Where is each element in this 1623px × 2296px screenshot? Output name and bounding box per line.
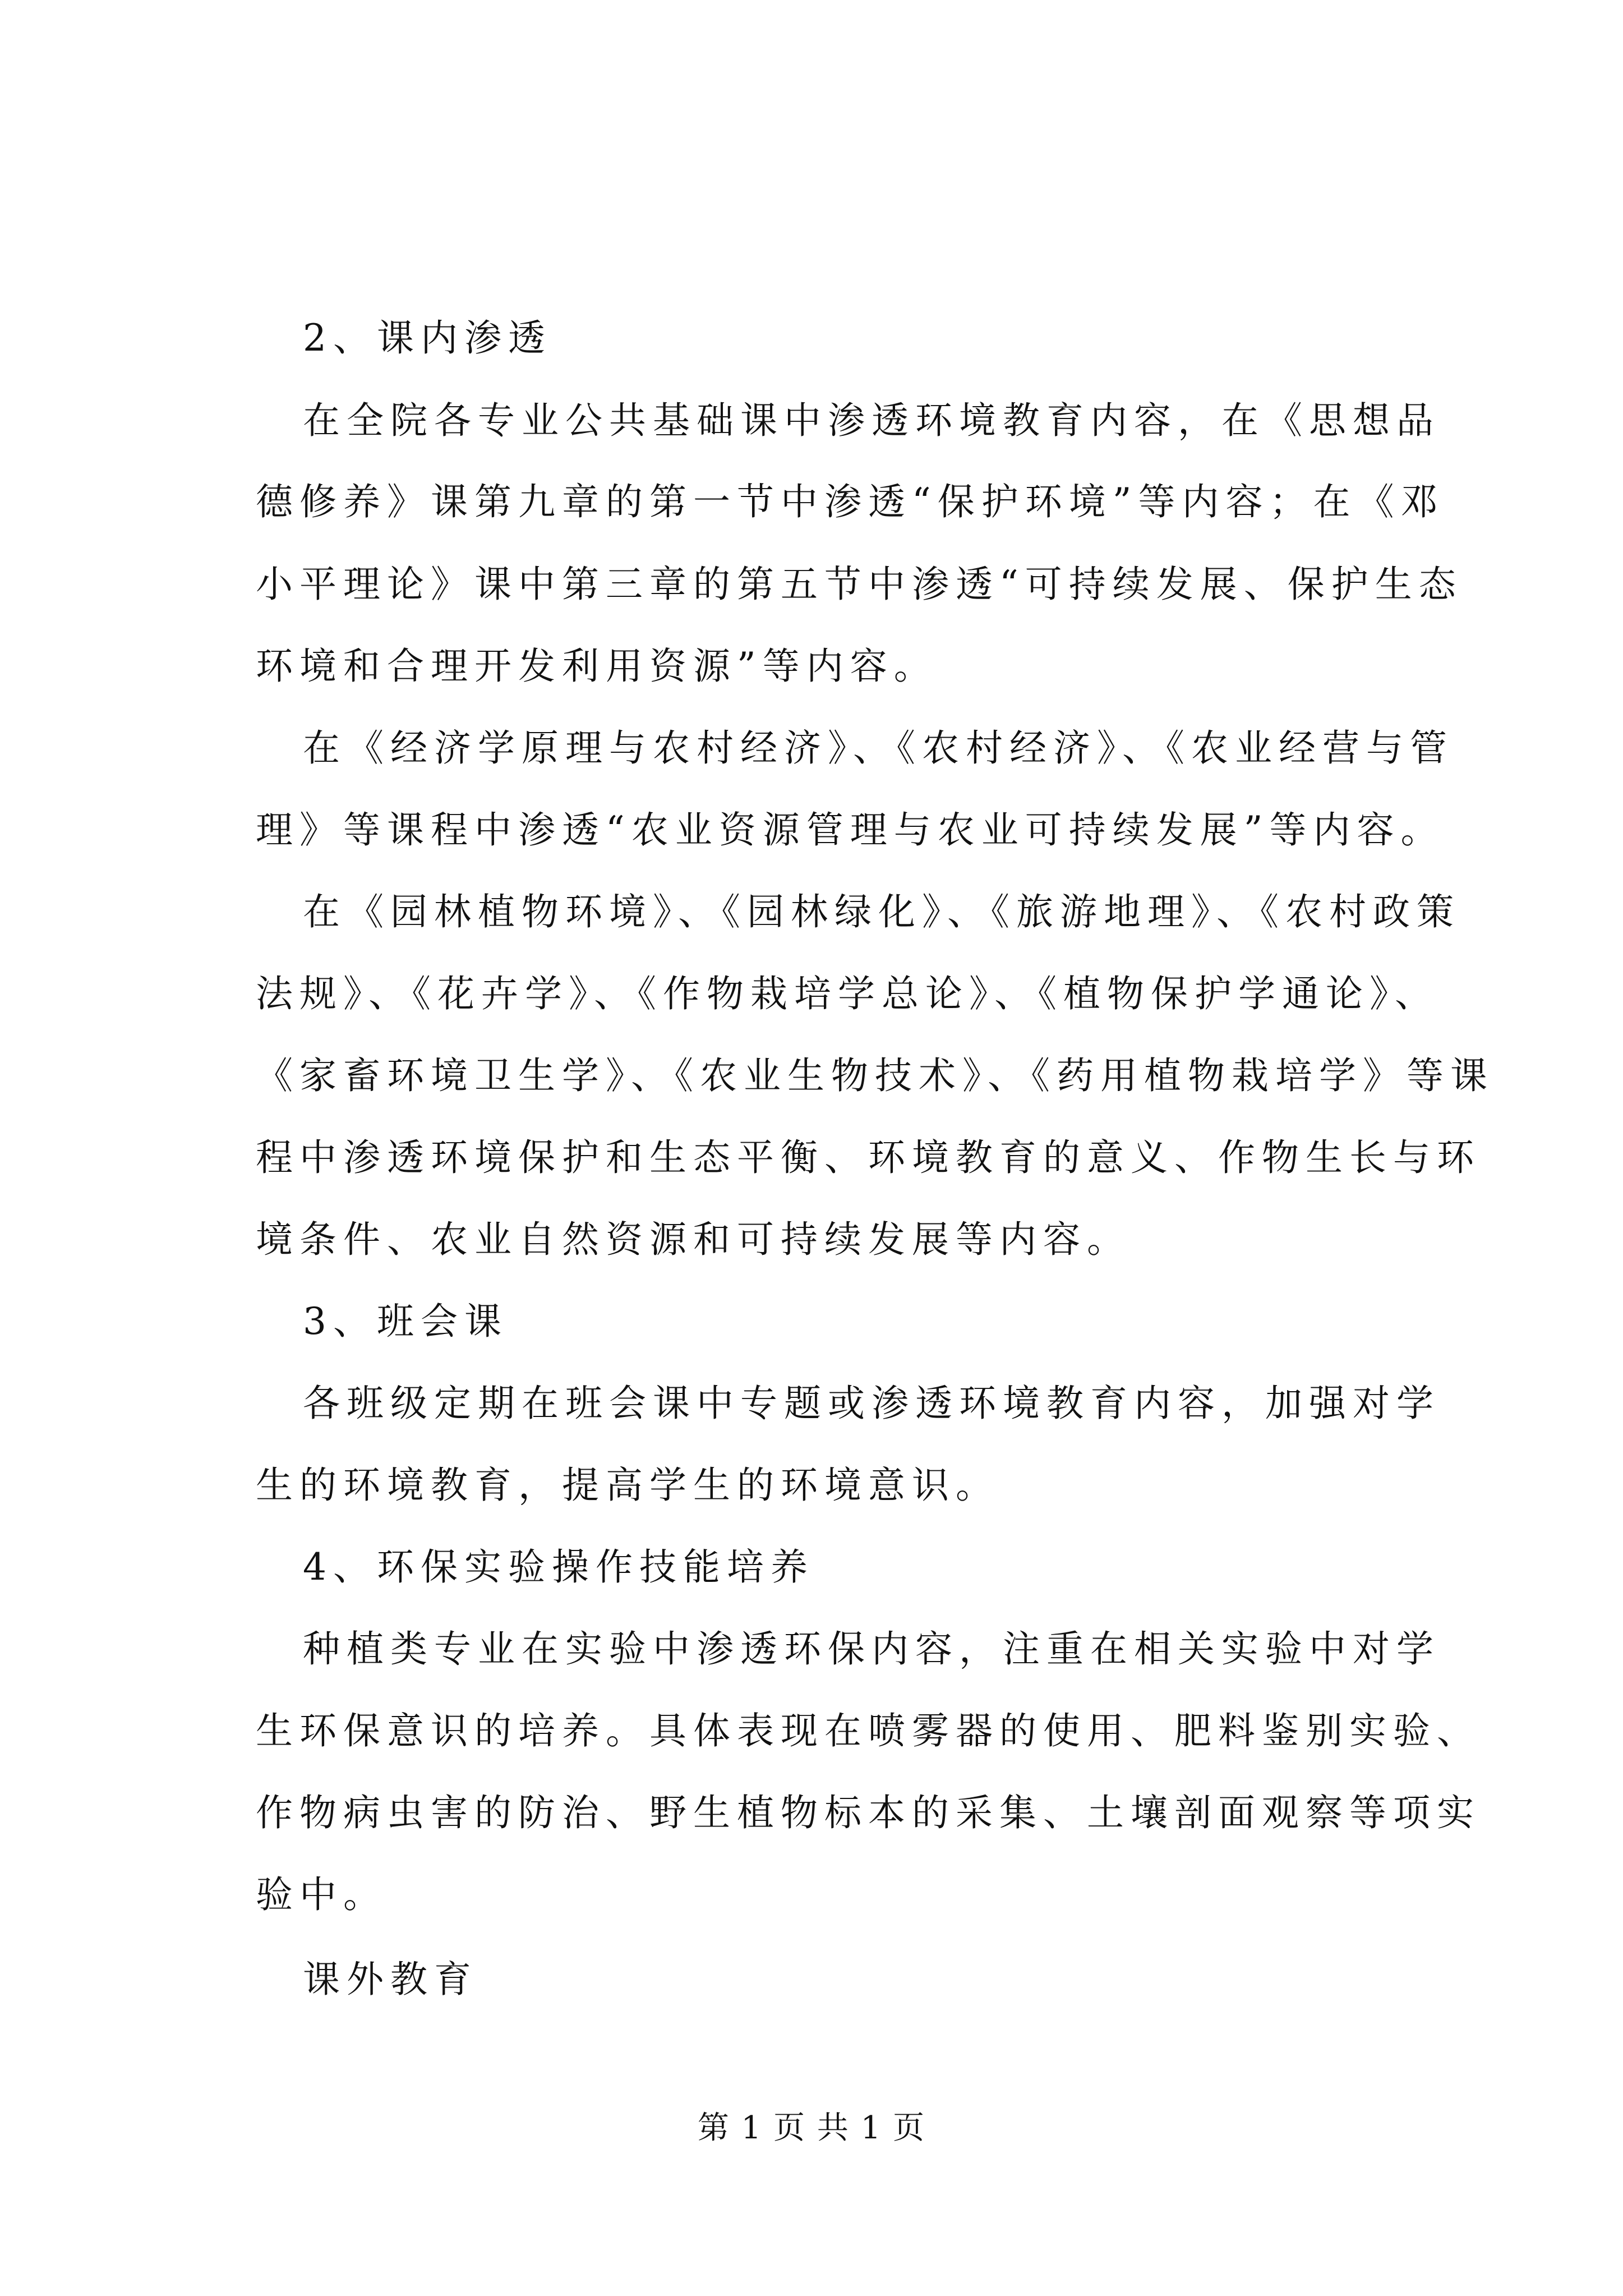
paragraph-line: 在全院各专业公共基础课中渗透环境教育内容，在《思想品 [303,399,1440,442]
paragraph-line: 在《经济学原理与农村经济》、《农村经济》、《农业经营与管 [303,726,1454,770]
paragraph-line: 《家畜环境卫生学》、《农业生物技术》、《药用植物栽培学》等课 [256,1054,1494,1097]
page-footer: 第 1 页 共 1 页 [697,2110,926,2146]
paragraph-line: 小平理论》课中第三章的第五节中渗透“可持续发展、保护生态 [256,563,1463,606]
heading-extracurricular: 课外教育 [303,1958,478,2001]
paragraph-line: 生环保意识的培养。具体表现在喷雾器的使用、肥料鉴别实验、 [256,1709,1481,1752]
paragraph-line: 验中。 [256,1873,387,1916]
paragraph-line: 种植类专业在实验中渗透环保内容，注重在相关实验中对学 [303,1627,1440,1671]
heading-class-meeting: 3、班会课 [303,1300,508,1343]
paragraph-line: 作物病虫害的防治、野生植物标本的采集、土壤剖面观察等项实 [256,1791,1481,1834]
paragraph-line: 环境和合理开发利用资源”等内容。 [256,645,938,688]
paragraph-line: 各班级定期在班会课中专题或渗透环境教育内容，加强对学 [303,1382,1440,1425]
paragraph-line: 程中渗透环境保护和生态平衡、环境教育的意义、作物生长与环 [256,1136,1481,1179]
paragraph-line: 德修养》课第九章的第一节中渗透“保护环境”等内容；在《邓 [256,480,1445,523]
heading-lab-skills: 4、环保实验操作技能培养 [303,1545,814,1589]
paragraph-line: 在《园林植物环境》、《园林绿化》、《旅游地理》、《农村政策 [303,890,1460,933]
heading-in-class-infiltration: 2、课内渗透 [303,316,552,360]
paragraph-line: 法规》、《花卉学》、《作物栽培学总论》、《植物保护学通论》、 [256,972,1438,1015]
paragraph-line: 生的环境教育，提高学生的环境意识。 [256,1464,999,1507]
paragraph-line: 理》等课程中渗透“农业资源管理与农业可持续发展”等内容。 [256,808,1445,852]
paragraph-line: 境条件、农业自然资源和可持续发展等内容。 [256,1218,1131,1261]
